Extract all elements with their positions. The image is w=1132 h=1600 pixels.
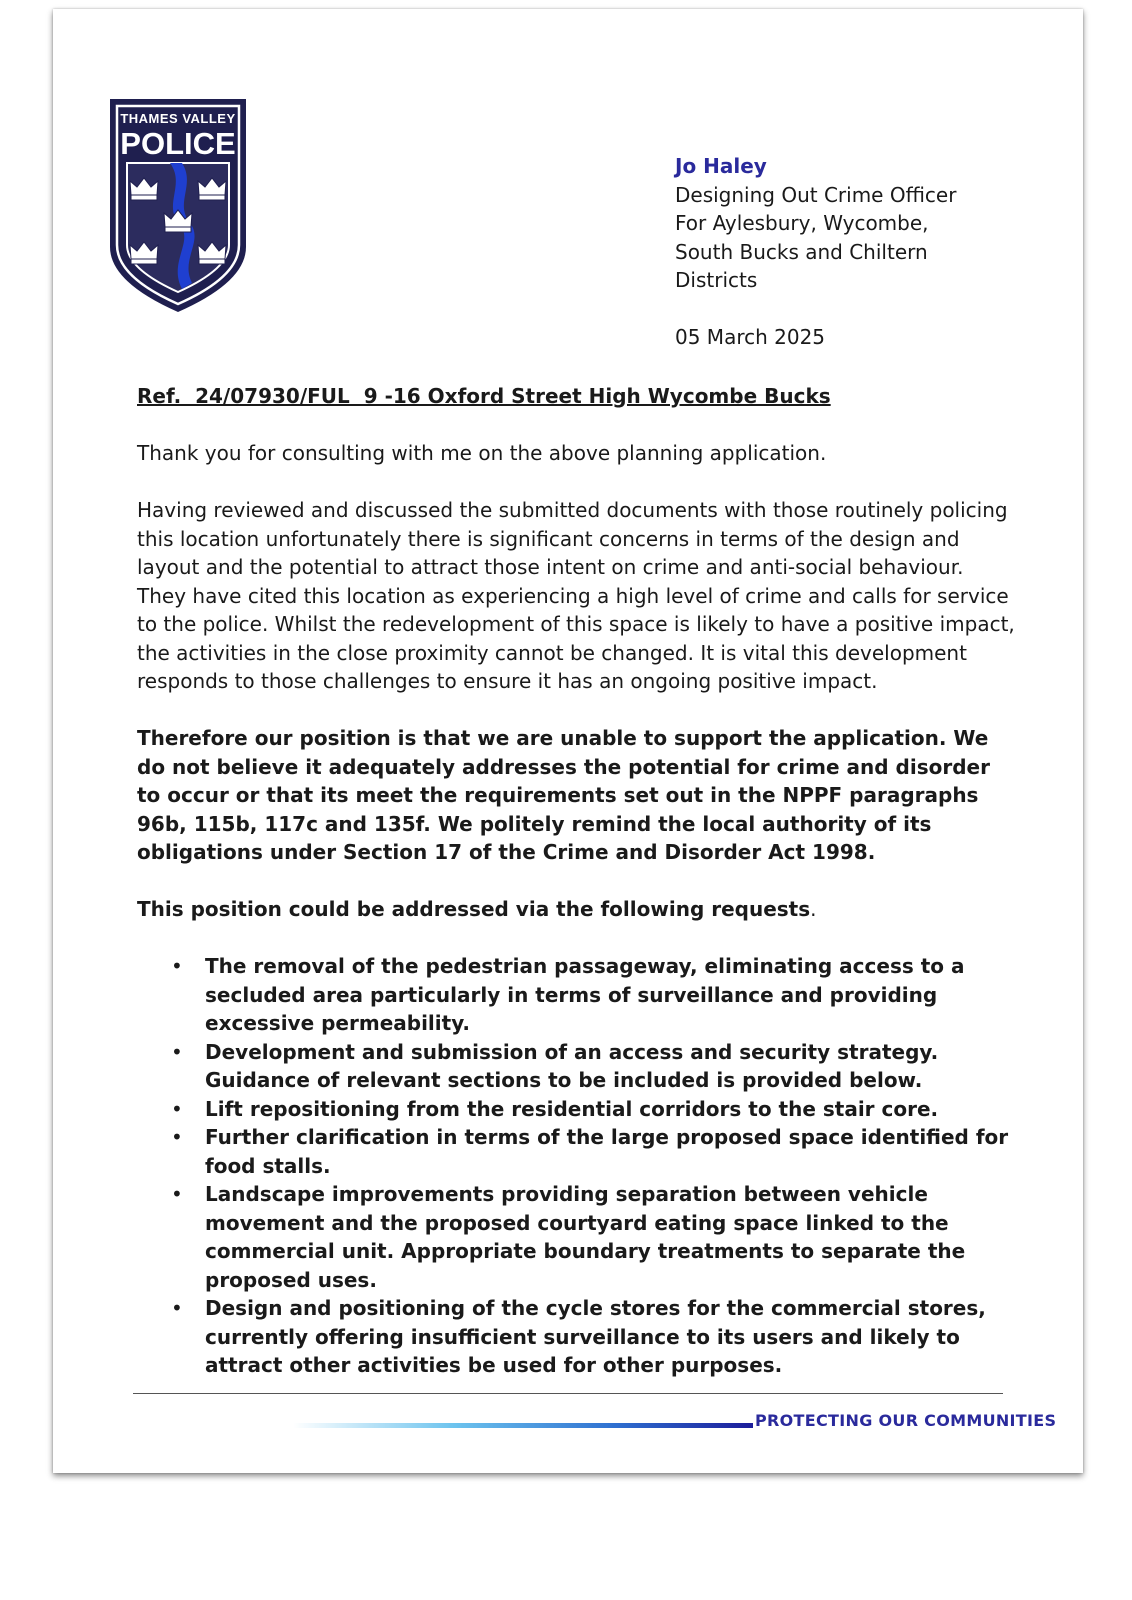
list-item: [137, 952, 1017, 1038]
request-text: Landscape improvements providing separation between vehicle movement and the proposed courtyard eating space linked to the commercial unit. Appropriate boundary treatments to separate the proposed uses.: [205, 1182, 966, 1292]
sender-title-line: Districts: [675, 268, 758, 292]
sender-title-line: For Aylesbury, Wycombe,: [675, 211, 929, 235]
requests-intro-punct: .: [810, 897, 817, 921]
thames-valley-police-logo: [108, 97, 248, 315]
letter-body: [137, 382, 1017, 1380]
footer-divider: [133, 1393, 1003, 1394]
request-text: The removal of the pedestrian passageway, eliminating access to a secluded area particularly in terms of surveillance and providing excessive permeability.: [205, 954, 965, 1035]
letter-page: [53, 9, 1083, 1473]
list-item: [137, 1038, 1017, 1095]
requests-intro: [137, 895, 1017, 924]
requests-list: [137, 952, 1017, 1380]
letter-date: 05 March 2025: [675, 325, 826, 349]
intro-paragraph: Thank you for consulting with me on the above planning application.: [137, 441, 827, 465]
concerns-paragraph: Having reviewed and discussed the submitted documents with those routinely policing this location unfortunately there is significant concerns in terms of the design and layout and the potential to attract those intent on crime and anti-social behaviour. They have cited this location as experiencing a high level of crime and calls for service to the police. Whilst the redevelopment of this space is likely to have a positive impact, the activities in the close proximity cannot be changed. It is vital this development responds to those challenges to ensure it has an ongoing positive impact.: [137, 498, 1015, 693]
list-item: [137, 1180, 1017, 1294]
requests-intro-text: This position could be addressed via the following requests: [137, 897, 811, 921]
bullet-icon: •: [171, 1039, 183, 1064]
sender-block: [675, 152, 1055, 352]
request-text: Design and positioning of the cycle stores for the commercial stores, currently offering insufficient surveillance to its users and likely to attract other activities be used for other purposes.: [205, 1296, 986, 1377]
list-item: [137, 1095, 1017, 1124]
list-item: [137, 1123, 1017, 1180]
bullet-icon: •: [171, 954, 183, 978]
request-text: Development and submission of an access and security strategy. Guidance of relevant sections to be included is provided below.: [205, 1039, 939, 1092]
list-item: [137, 1294, 1017, 1380]
sender-title-line: Designing Out Crime Officer: [675, 182, 957, 207]
logo-top-text: THAMES VALLEY: [120, 111, 236, 126]
bullet-icon: •: [171, 1182, 183, 1206]
bullet-icon: •: [171, 1296, 183, 1320]
footer-tagline: PROTECTING OUR COMMUNITIES: [755, 1411, 1057, 1430]
sender-name: Jo Haley: [675, 154, 767, 178]
request-text: Further clarification in terms of the large proposed space identified for food stalls.: [205, 1125, 1009, 1178]
sender-title-line: South Bucks and Chiltern: [675, 239, 928, 264]
footer-gradient-bar: [293, 1423, 753, 1428]
reference-heading: Ref. 24/07930/FUL 9 -16 Oxford Street High Wycombe Bucks: [137, 384, 831, 408]
police-crest-icon: [108, 97, 248, 315]
bullet-icon: •: [171, 1125, 183, 1149]
logo-main-text: POLICE: [120, 126, 236, 161]
request-text: Lift repositioning from the residential corridors to the stair core.: [205, 1096, 939, 1121]
bullet-icon: •: [171, 1096, 183, 1121]
position-statement: Therefore our position is that we are unable to support the application. We do not believe it adequately addresses the potential for crime and disorder to occur or that its meet the requirements set out in the NPPF paragraphs 96b, 115b, 117c and 135f. We politely remind the local authority of its obligations under Section 17 of the Crime and Disorder Act 1998.: [137, 726, 990, 864]
